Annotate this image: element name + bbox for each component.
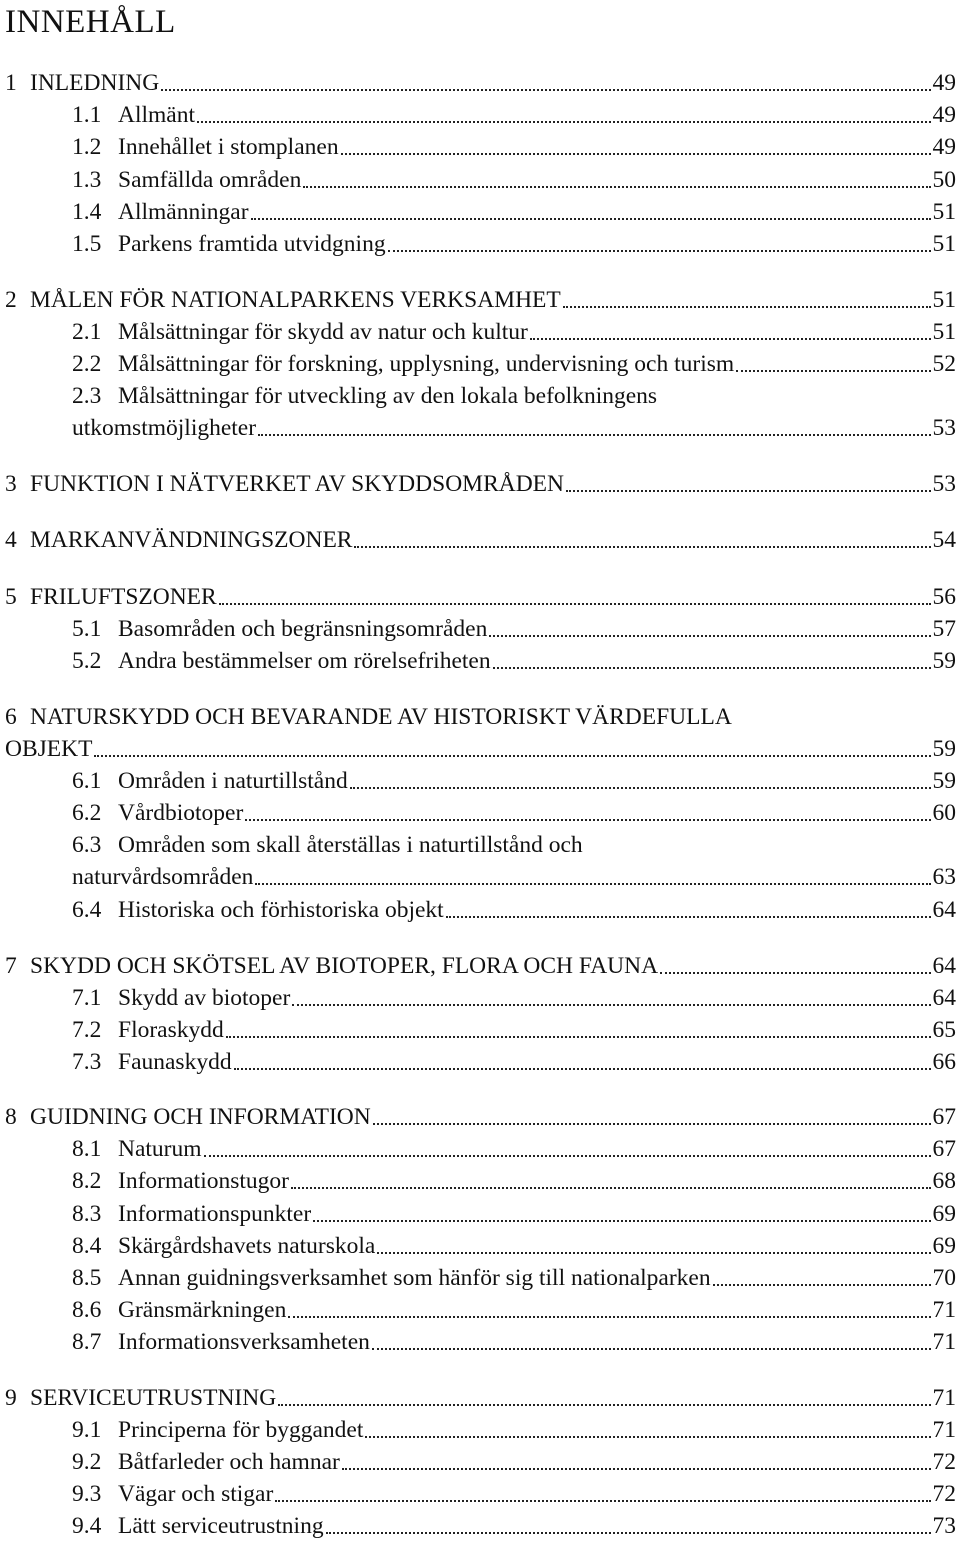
dot-leader <box>354 546 930 548</box>
dot-leader <box>446 916 931 918</box>
toc-number: 5 <box>5 584 17 610</box>
dot-leader <box>234 1068 931 1070</box>
toc-entry[interactable] <box>72 1326 956 1358</box>
toc-entry[interactable] <box>72 131 956 163</box>
toc-page: 49 <box>932 70 956 96</box>
toc-label: Informationsverksamheten <box>118 1329 370 1355</box>
toc-label: Skydd av biotoper <box>118 985 291 1011</box>
toc-page: 53 <box>932 415 956 441</box>
dot-leader <box>326 1532 931 1534</box>
toc-label: NATURSKYDD OCH BEVARANDE AV HISTORISKT VÄRDEFULLA <box>30 704 732 730</box>
toc-number: 9 <box>5 1385 17 1411</box>
toc-label: INLEDNING <box>30 70 160 96</box>
dot-leader <box>342 1468 931 1470</box>
toc-page: 70 <box>932 1265 956 1291</box>
toc-page: 53 <box>932 471 956 497</box>
toc-entry[interactable] <box>72 1046 956 1078</box>
toc-page: 71 <box>932 1329 956 1355</box>
toc-label: Målsättningar för forskning, upplysning, undervisning och turism <box>118 351 735 377</box>
toc-number: 7 <box>5 953 17 979</box>
toc-entry[interactable] <box>72 412 956 444</box>
dot-leader <box>341 153 931 155</box>
toc-page: 51 <box>932 287 956 313</box>
toc-entry[interactable] <box>72 196 956 228</box>
dot-leader <box>303 186 930 188</box>
toc-page: 59 <box>932 736 956 762</box>
toc-page: 72 <box>932 1449 956 1475</box>
dot-leader <box>388 250 931 252</box>
toc-label: Historiska och förhistoriska objekt <box>118 897 444 923</box>
toc-label: Lätt serviceutrustning <box>118 1513 324 1539</box>
toc-number: 2.3 <box>72 383 102 409</box>
toc-page: 54 <box>932 527 956 553</box>
toc-entry[interactable] <box>5 1382 956 1414</box>
dot-leader <box>489 635 930 637</box>
toc-page: 51 <box>932 199 956 225</box>
toc-number: 8.3 <box>72 1201 102 1227</box>
dot-leader <box>377 1252 930 1254</box>
toc-entry[interactable] <box>72 1446 956 1478</box>
toc-page: 59 <box>932 648 956 674</box>
toc-number: 9.3 <box>72 1481 102 1507</box>
toc-entry-first-line[interactable] <box>72 829 583 861</box>
toc-page: 68 <box>932 1168 956 1194</box>
toc-label: Innehållet i stomplanen <box>118 134 339 160</box>
dot-leader <box>713 1284 931 1286</box>
toc-page: 64 <box>932 985 956 1011</box>
dot-leader <box>563 306 931 308</box>
toc-entry[interactable] <box>72 1294 956 1326</box>
toc-page: 52 <box>932 351 956 377</box>
dot-leader <box>94 755 930 757</box>
toc-entry[interactable] <box>72 1133 956 1165</box>
toc-page: 59 <box>932 768 956 794</box>
toc-entry-first-line[interactable] <box>72 380 657 412</box>
toc-entry[interactable] <box>72 797 956 829</box>
toc-number: 8.7 <box>72 1329 102 1355</box>
toc-page: 71 <box>932 1385 956 1411</box>
toc-entry[interactable] <box>72 1165 956 1197</box>
toc-entry[interactable] <box>72 894 956 926</box>
toc-number: 9.2 <box>72 1449 102 1475</box>
dot-leader <box>288 1316 930 1318</box>
toc-number: 1.3 <box>72 167 102 193</box>
dot-leader <box>736 370 930 372</box>
toc-number: 5.1 <box>72 616 102 642</box>
toc-entry[interactable] <box>72 1198 956 1230</box>
toc-entry[interactable] <box>5 284 956 316</box>
toc-label: Vägar och stigar <box>118 1481 274 1507</box>
toc-number: 6.3 <box>72 832 102 858</box>
toc-page: 57 <box>932 616 956 642</box>
toc-entry[interactable] <box>5 468 956 500</box>
toc-entry[interactable] <box>72 1014 956 1046</box>
toc-label: Gränsmärkningen <box>118 1297 287 1323</box>
toc-page: 49 <box>932 102 956 128</box>
toc-entry[interactable] <box>5 524 956 556</box>
toc-page: 51 <box>932 231 956 257</box>
toc-number: 2 <box>5 287 17 313</box>
toc-entry[interactable] <box>72 861 956 893</box>
toc-number: 1.1 <box>72 102 102 128</box>
dot-leader <box>566 490 930 492</box>
toc-number: 4 <box>5 527 17 553</box>
toc-label: Skärgårdshavets naturskola <box>118 1233 376 1259</box>
dot-leader <box>660 972 930 974</box>
toc-label: Faunaskydd <box>118 1049 232 1075</box>
toc-entry[interactable] <box>5 1101 956 1133</box>
toc-page: 71 <box>932 1417 956 1443</box>
toc-page: 63 <box>932 864 956 890</box>
toc-number: 9.4 <box>72 1513 102 1539</box>
dot-leader <box>275 1500 930 1502</box>
dot-leader <box>372 1348 931 1350</box>
toc-entry-first-line[interactable] <box>5 701 732 733</box>
toc-entry[interactable] <box>72 1414 956 1446</box>
dot-leader <box>204 1155 931 1157</box>
toc-page: 69 <box>932 1201 956 1227</box>
toc-label: utkomstmöjligheter <box>72 415 257 441</box>
toc-label: Floraskydd <box>118 1017 224 1043</box>
toc-label: Informationstugor <box>118 1168 289 1194</box>
toc-entry[interactable] <box>72 164 956 196</box>
toc-label: Parkens framtida utvidgning <box>118 231 386 257</box>
toc-entry[interactable] <box>72 1478 956 1510</box>
dot-leader <box>291 1187 931 1189</box>
dot-leader <box>373 1123 931 1125</box>
toc-page: 67 <box>932 1136 956 1162</box>
toc-label: OBJEKT <box>5 736 93 762</box>
dot-leader <box>219 603 931 605</box>
toc-entry[interactable] <box>72 1510 956 1542</box>
toc-label: Områden i naturtillstånd <box>118 768 348 794</box>
toc-label: Basområden och begränsningsområden <box>118 616 488 642</box>
toc-entry[interactable] <box>72 645 956 677</box>
toc-number: 2.2 <box>72 351 102 377</box>
toc-label: Informationspunkter <box>118 1201 312 1227</box>
toc-label: Allmänningar <box>118 199 249 225</box>
toc-entry[interactable] <box>5 950 956 982</box>
toc-entry[interactable] <box>72 765 956 797</box>
toc-label: Båtfarleder och hamnar <box>118 1449 340 1475</box>
toc-number: 7.2 <box>72 1017 102 1043</box>
toc-number: 6.4 <box>72 897 102 923</box>
dot-leader <box>493 667 931 669</box>
toc-label: MÅLEN FÖR NATIONALPARKENS VERKSAMHET <box>30 287 561 313</box>
toc-label: Områden som skall återställas i naturtillstånd och <box>118 832 583 858</box>
toc-page: 66 <box>932 1049 956 1075</box>
toc-entry[interactable] <box>5 733 956 765</box>
dot-leader <box>226 1036 931 1038</box>
dot-leader <box>251 218 931 220</box>
toc-label: Annan guidningsverksamhet som hänför sig till nationalparken <box>118 1265 711 1291</box>
toc-number: 8 <box>5 1104 17 1130</box>
toc-number: 1.4 <box>72 199 102 225</box>
toc-page: 51 <box>932 319 956 345</box>
toc-number: 8.5 <box>72 1265 102 1291</box>
toc-label: Naturum <box>118 1136 202 1162</box>
toc-number: 7.1 <box>72 985 102 1011</box>
dot-leader <box>313 1220 930 1222</box>
toc-page: 65 <box>932 1017 956 1043</box>
toc-number: 8.2 <box>72 1168 102 1194</box>
toc-page: 60 <box>932 800 956 826</box>
toc-label: FRILUFTSZONER <box>30 584 217 610</box>
toc-label: GUIDNING OCH INFORMATION <box>30 1104 371 1130</box>
toc-page: 49 <box>932 134 956 160</box>
page-title: INNEHÅLL <box>5 4 176 40</box>
toc-page: 67 <box>932 1104 956 1130</box>
toc-label: FUNKTION I NÄTVERKET AV SKYDDSOMRÅDEN <box>30 471 565 497</box>
dot-leader <box>255 883 930 885</box>
toc-number: 8.6 <box>72 1297 102 1323</box>
dot-leader <box>365 1436 930 1438</box>
dot-leader <box>161 89 930 91</box>
toc-page: 72 <box>932 1481 956 1507</box>
toc-label: naturvårdsområden <box>72 864 254 890</box>
dot-leader <box>278 1404 930 1406</box>
toc-entry[interactable] <box>72 316 956 348</box>
toc-label: Vårdbiotoper <box>118 800 244 826</box>
dot-leader <box>245 819 930 821</box>
toc-label: Allmänt <box>118 102 196 128</box>
toc-number: 1.2 <box>72 134 102 160</box>
toc-entry[interactable] <box>72 99 956 131</box>
toc-entry[interactable] <box>72 228 956 260</box>
toc-number: 6.1 <box>72 768 102 794</box>
toc-entry[interactable] <box>5 67 956 99</box>
toc-page: 56 <box>932 584 956 610</box>
toc-label: Andra bestämmelser om rörelsefriheten <box>118 648 491 674</box>
dot-leader <box>292 1004 930 1006</box>
toc-label: SERVICEUTRUSTNING <box>30 1385 277 1411</box>
toc-number: 3 <box>5 471 17 497</box>
toc-entry[interactable] <box>5 581 956 613</box>
toc-page: 73 <box>932 1513 956 1539</box>
toc-label: Målsättningar för skydd av natur och kultur <box>118 319 528 345</box>
toc-page: 71 <box>932 1297 956 1323</box>
toc-number: 8.1 <box>72 1136 102 1162</box>
toc-page: 64 <box>932 897 956 923</box>
toc-entry[interactable] <box>72 613 956 645</box>
toc-label: SKYDD OCH SKÖTSEL AV BIOTOPER, FLORA OCH FAUNA <box>30 953 659 979</box>
dot-leader <box>258 434 930 436</box>
toc-number: 6.2 <box>72 800 102 826</box>
toc-entry[interactable] <box>72 1262 956 1294</box>
dot-leader <box>350 787 931 789</box>
toc-entry[interactable] <box>72 982 956 1014</box>
toc-number: 6 <box>5 704 17 730</box>
toc-label: Principerna för byggandet <box>118 1417 364 1443</box>
toc-number: 7.3 <box>72 1049 102 1075</box>
toc-label: MARKANVÄNDNINGSZONER <box>30 527 353 553</box>
dot-leader <box>530 338 931 340</box>
toc-number: 1.5 <box>72 231 102 257</box>
toc-entry[interactable] <box>72 348 956 380</box>
toc-entry[interactable] <box>72 1230 956 1262</box>
toc-number: 1 <box>5 70 17 96</box>
toc-label: Samfällda områden <box>118 167 302 193</box>
toc-number: 8.4 <box>72 1233 102 1259</box>
toc-number: 2.1 <box>72 319 102 345</box>
toc-page: 69 <box>932 1233 956 1259</box>
toc-page: 50 <box>932 167 956 193</box>
toc-number: 9.1 <box>72 1417 102 1443</box>
toc-label: Målsättningar för utveckling av den lokala befolkningens <box>118 383 658 409</box>
toc-number: 5.2 <box>72 648 102 674</box>
dot-leader <box>197 121 930 123</box>
toc-page: 64 <box>932 953 956 979</box>
